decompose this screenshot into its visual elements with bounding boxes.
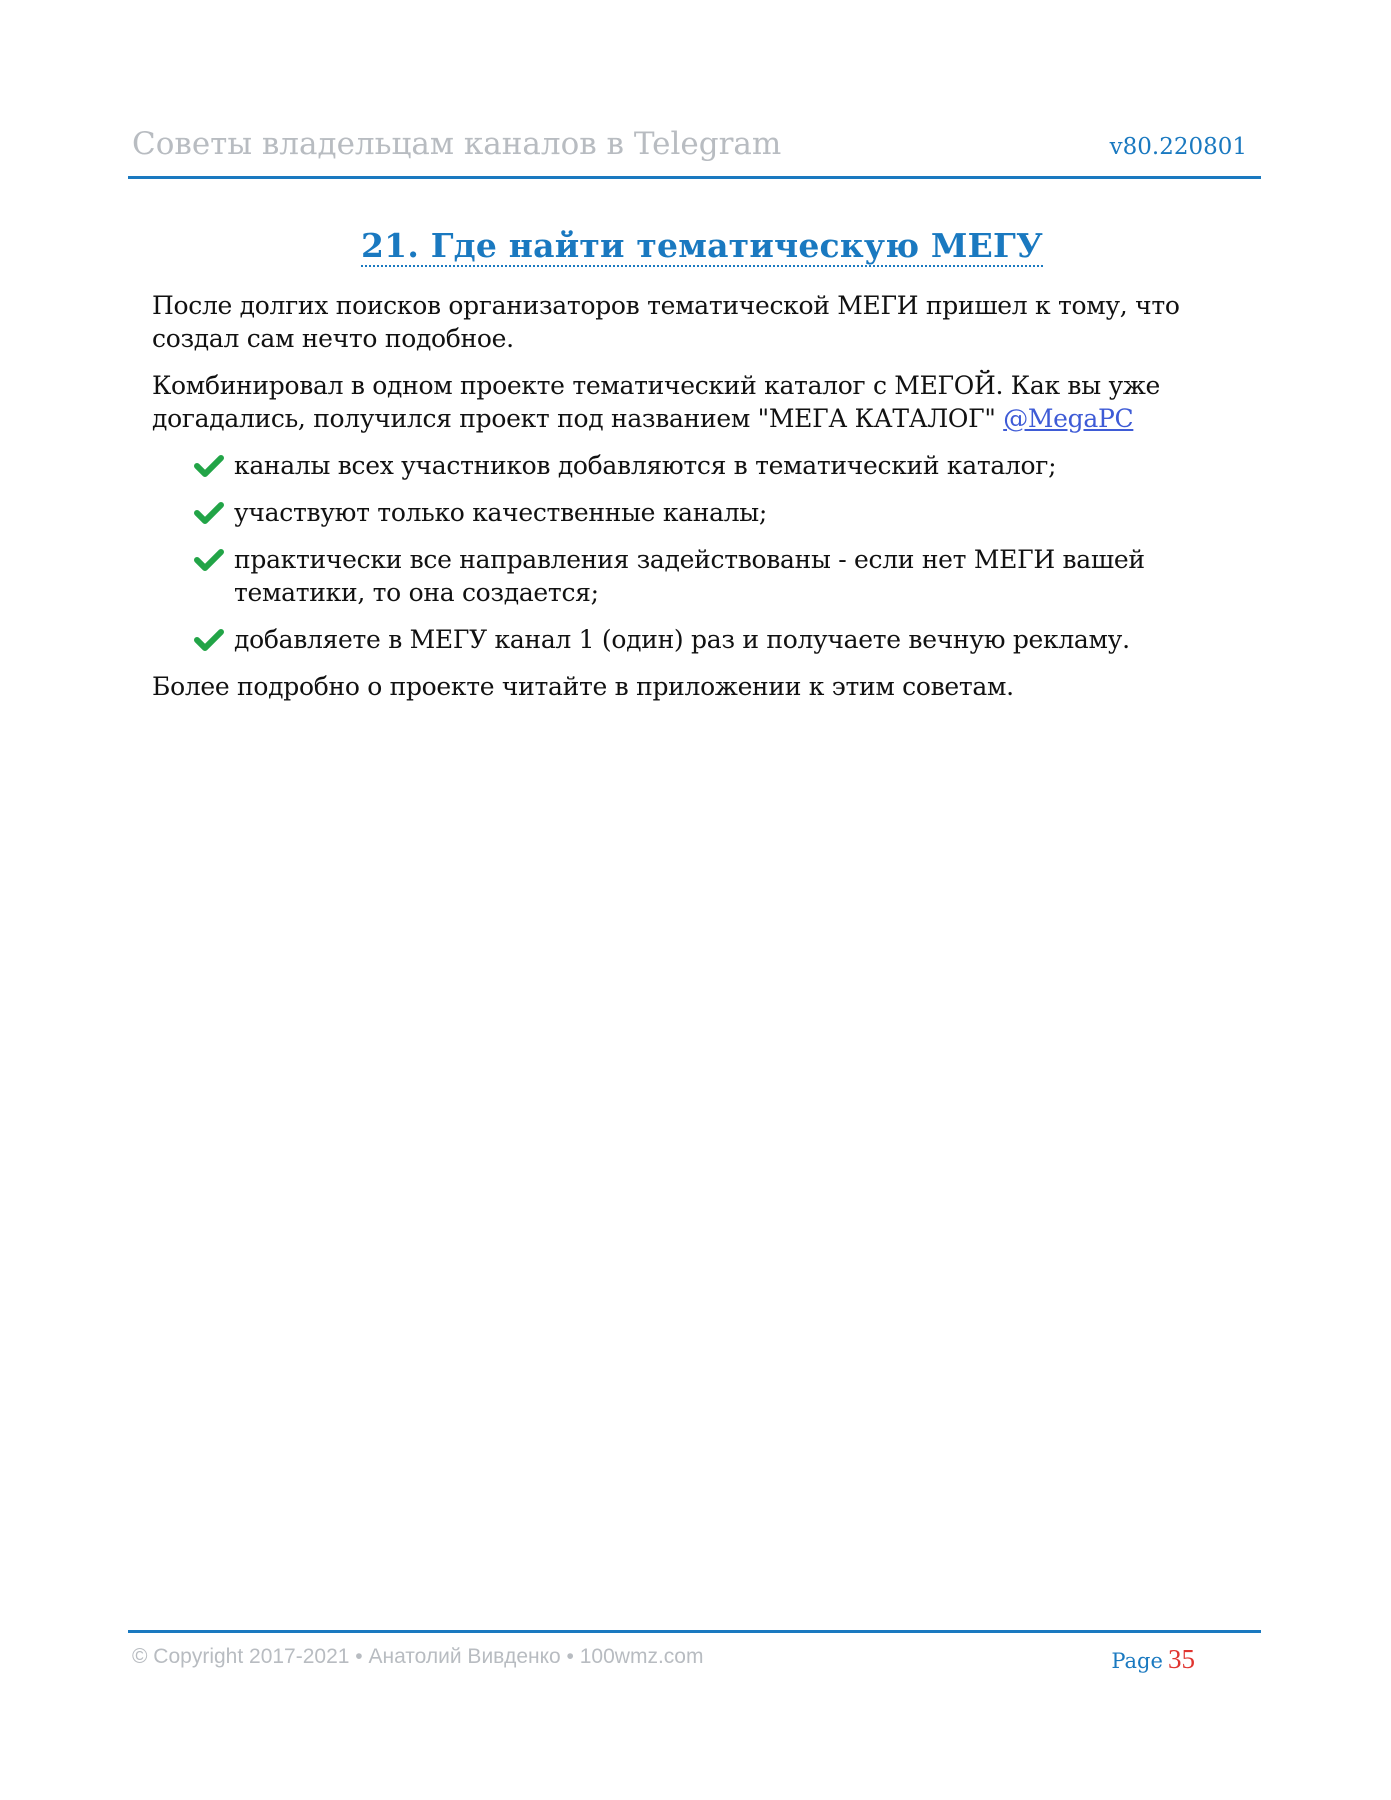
feature-checklist — [152, 449, 1252, 656]
checklist-item — [194, 623, 1252, 656]
document-version: v80.220801 — [1109, 134, 1247, 160]
checklist-item-text: каналы всех участников добавляются в тематический каталог; — [234, 451, 1057, 480]
checklist-item-text: практически все направления задействованы - если нет МЕГИ вашей тематики, то она создается; — [234, 545, 1145, 607]
paragraph-project-text: Комбинировал в одном проекте тематический каталог с МЕГОЙ. Как вы уже догадались, получился проект под названием "МЕГА КАТАЛОГ" — [152, 371, 1161, 433]
page-content — [152, 226, 1252, 717]
checklist-item-text: добавляете в МЕГУ канал 1 (один) раз и получаете вечную рекламу. — [234, 625, 1130, 654]
checklist-item — [194, 496, 1252, 529]
megapc-link[interactable]: @MegaPC — [1003, 404, 1134, 433]
green-checkmark-icon — [194, 628, 224, 652]
checklist-item — [194, 543, 1252, 609]
document-title: Советы владельцам каналов в Telegram — [132, 126, 782, 162]
page-number: 35 — [1168, 1644, 1195, 1674]
checklist-item-text: участвуют только качественные каналы; — [234, 498, 768, 527]
green-checkmark-icon — [194, 501, 224, 525]
paragraph-project — [152, 369, 1252, 435]
paragraph-more-info: Более подробно о проекте читайте в приложении к этим советам. — [152, 672, 1014, 701]
section-heading — [152, 226, 1252, 265]
green-checkmark-icon — [194, 454, 224, 478]
section-heading-link[interactable]: 21. Где найти тематическую МЕГУ — [361, 226, 1043, 265]
green-checkmark-icon — [194, 548, 224, 572]
paragraph-intro: После долгих поисков организаторов тематической МЕГИ пришел к тому, что создал сам нечто подобное. — [152, 291, 1180, 353]
copyright-text: © Copyright 2017-2021 • Анатолий Вивденко • 100wmz.com — [132, 1645, 704, 1668]
page-footer — [128, 1630, 1261, 1683]
checklist-item — [194, 449, 1252, 482]
page-label: Page — [1111, 1649, 1163, 1673]
page-header — [128, 126, 1261, 179]
page-number-block — [1111, 1644, 1195, 1675]
